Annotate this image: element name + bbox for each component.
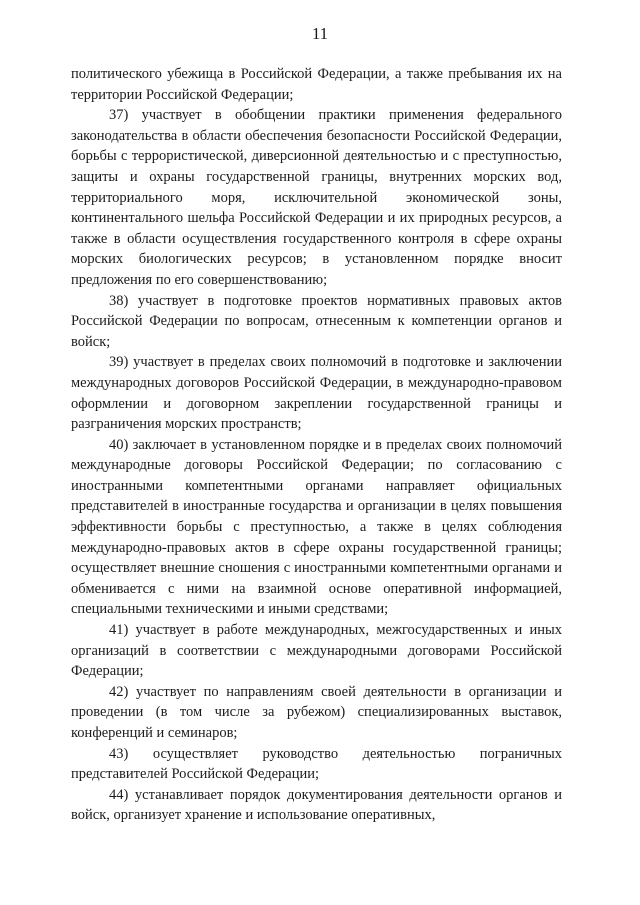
paragraph-item-44: 44) устанавливает порядок документирования деятельности органов и войск, организует хранение и использование оперативных,: [71, 786, 562, 824]
paragraph-item-41: 41) участвует в работе международных, межгосударственных и иных организаций в соответствии с международными договорами Российской Федерации;: [71, 622, 562, 680]
page-number: 11: [311, 24, 329, 43]
paragraph-item-42: 42) участвует по направлениям своей деятельности в организации и проведении (в том числе за рубежом) специализированных выставок, конференций и семинаров;: [71, 683, 562, 741]
paragraph-item-40: 40) заключает в установленном порядке и в пределах своих полномочий международные договоры Российской Федерации; по согласованию с иностранными компетентными органами направляет официальных представителей в иностранные государства и организации в целях повышения эффективности борьбы с преступностью, а также в целях соблюдения международно-правовых актов в сфере охраны государственной границы; осуществляет внешние сношения с иностранными компетентными органами и обменивается с ними на взаимной основе оперативной информацией, специальными техническими и иными средствами;: [71, 436, 562, 618]
paragraph-continuation: политического убежища в Российской Федерации, а также пребывания их на территории Российской Федерации;: [71, 66, 562, 103]
paragraph-item-43: 43) осуществляет руководство деятельностью пограничных представителей Российской Федерации;: [71, 745, 562, 783]
paragraph-item-39: 39) участвует в пределах своих полномочий в подготовке и заключении международных договоров Российской Федерации, в международно-правовом оформлении и договорном закреплении государственной границы и разграничения морских пространств;: [71, 354, 562, 433]
paragraph-item-37: 37) участвует в обобщении практики применения федерального законодательства в области обеспечения безопасности Российской Федерации, борьбы с террористической, диверсионной деятельностью и с преступностью, защиты и охраны государственной границы, внутренних морских вод, территориального моря, исключительной экономической зоны, континентального шельфа Российской Федерации и их природных ресурсов, а также в области осуществления государственного контроля в сфере охраны морских биологических ресурсов; в установленном порядке вносит предложения по его совершенствованию;: [71, 107, 562, 288]
paragraph-item-38: 38) участвует в подготовке проектов нормативных правовых актов Российской Федерации по вопросам, отнесенным к компетенции органов и войск;: [71, 292, 562, 350]
document-body: [71, 64, 562, 826]
